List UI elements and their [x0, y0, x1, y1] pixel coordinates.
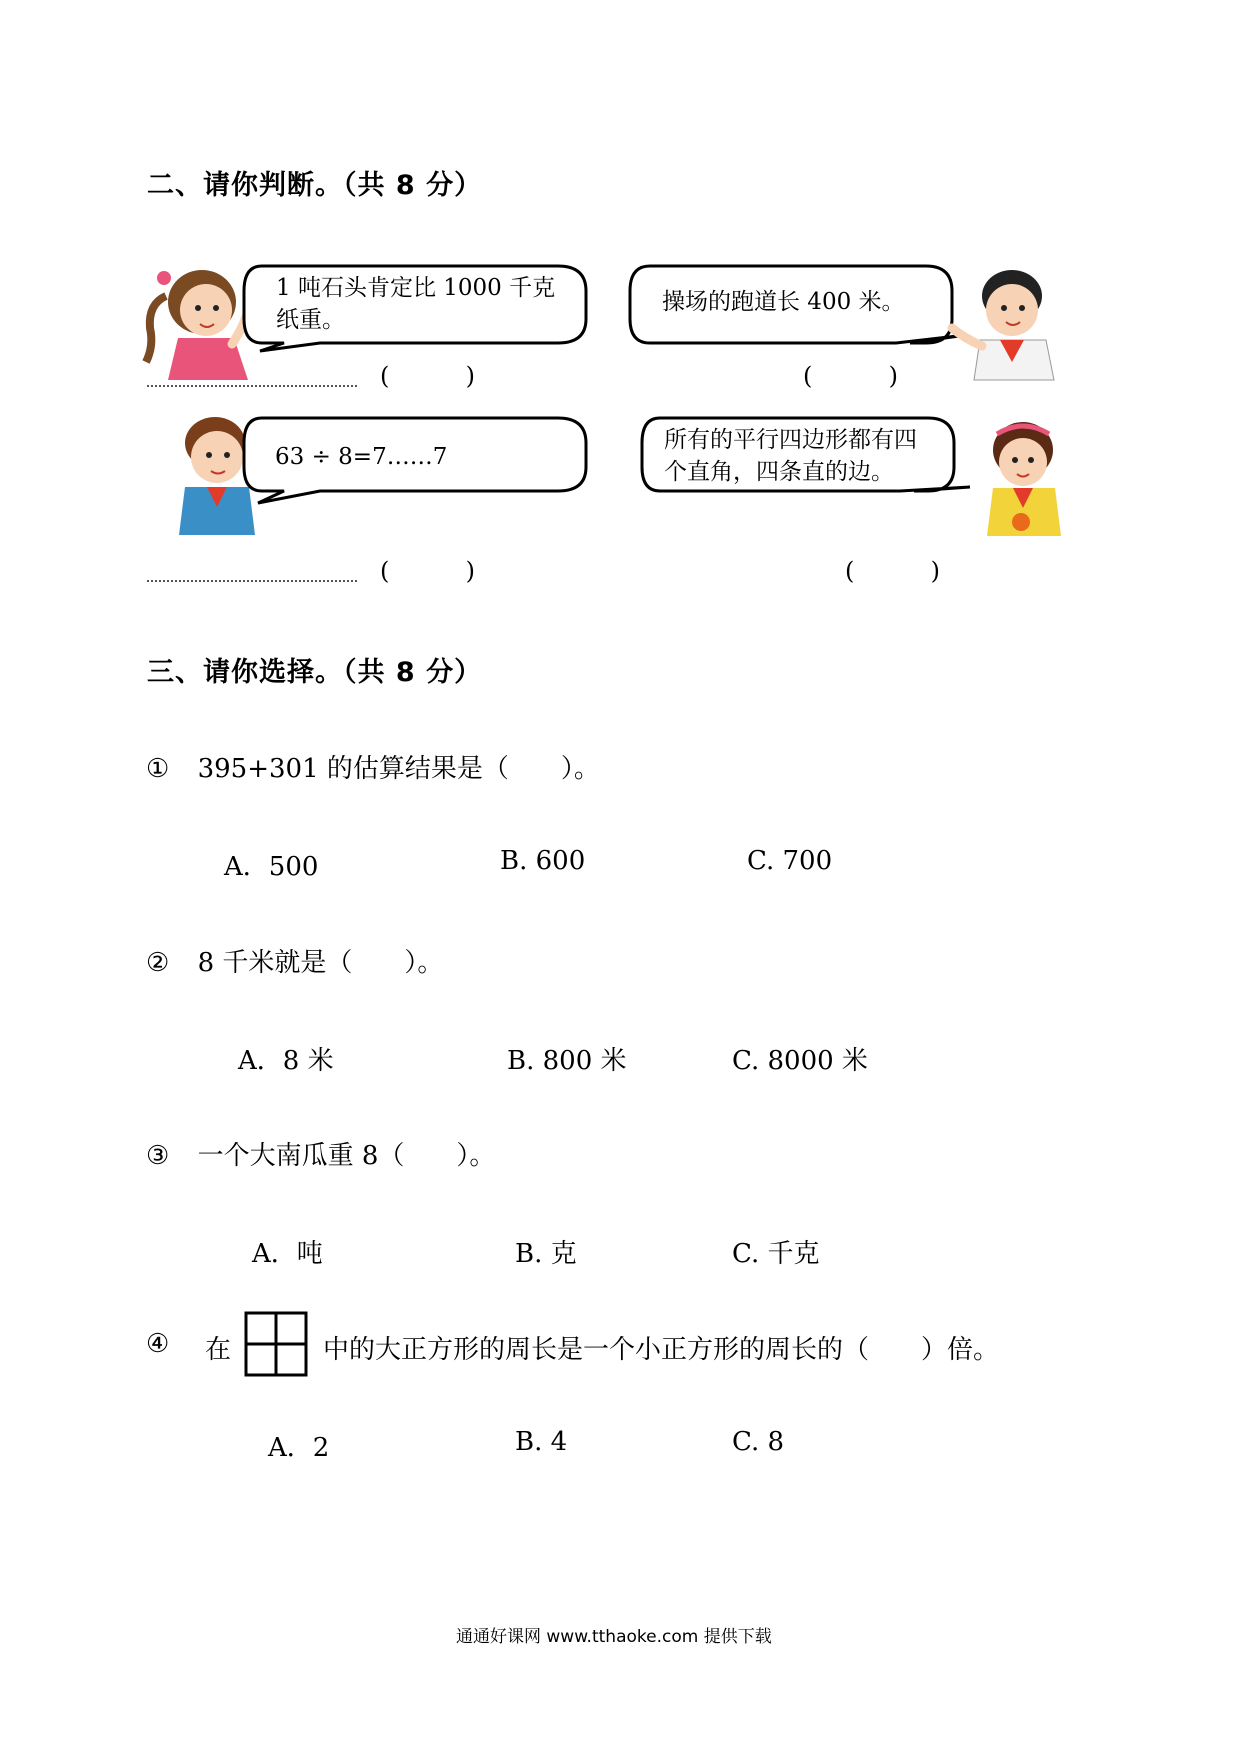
question-2-text: 8 千米就是（ ）。: [197, 948, 444, 978]
question-1-number: ①: [146, 754, 170, 784]
question-2-number: ②: [146, 948, 170, 978]
speech-bubble-4-text: [664, 424, 917, 488]
question-2: [146, 942, 443, 979]
q1-option-c[interactable]: C. 700: [747, 846, 833, 876]
q1-option-a[interactable]: A．500: [224, 852, 319, 882]
question-3-text: 一个大南瓜重 8（ ）。: [197, 1141, 496, 1171]
q4-option-a[interactable]: A．2: [268, 1433, 330, 1463]
footer-text: 通通好课网 www.tthaoke.com 提供下载: [456, 1627, 772, 1647]
bubble-4-line-2: 个直角，四条直的边。: [664, 459, 894, 485]
question-1-text: 395+301 的估算结果是（ ）。: [197, 754, 600, 784]
q3-option-c[interactable]: C. 千克: [732, 1239, 820, 1269]
q4-option-b[interactable]: B. 4: [515, 1427, 568, 1457]
four-squares-icon: [244, 1311, 308, 1377]
speech-bubble-1-text: [276, 272, 576, 336]
question-4-prefix: 在: [205, 1335, 232, 1365]
question-1: [146, 748, 600, 785]
answer-paren-2[interactable]: ( ): [803, 362, 899, 390]
boy-pointing-illustration: [950, 266, 1060, 380]
girl-yellow-shirt-illustration: [975, 418, 1065, 536]
dotted-line-1: [147, 385, 357, 387]
q2-option-c[interactable]: C. 8000 米: [732, 1046, 868, 1076]
question-3-number: ③: [146, 1141, 170, 1171]
q4-option-c[interactable]: C. 8: [732, 1427, 785, 1457]
question-4-text: 中的大正方形的周长是一个小正方形的周长的（ ）倍。: [323, 1335, 1000, 1365]
section2-title: 二、请你判断。（共 8 分）: [147, 170, 483, 201]
answer-paren-1[interactable]: ( ): [380, 362, 476, 390]
q2-option-a[interactable]: A．8 米: [238, 1046, 334, 1076]
speech-bubble-2-text: 操场的跑道长 400 米。: [662, 289, 905, 315]
bubble-1-line-2: 纸重。: [276, 307, 345, 333]
question-3: [146, 1135, 495, 1172]
answer-paren-4[interactable]: ( ): [845, 557, 941, 585]
q3-option-a[interactable]: A．吨: [252, 1239, 323, 1269]
bubble-1-line-1: 1 吨石头肯定比 1000 千克: [276, 275, 556, 301]
speech-bubble-3-text: 63 ÷ 8=7……7: [275, 444, 448, 470]
section3-title: 三、请你选择。（共 8 分）: [147, 657, 483, 688]
answer-paren-3[interactable]: ( ): [380, 557, 476, 585]
question-4-number: ④: [146, 1329, 170, 1359]
q3-option-b[interactable]: B. 克: [515, 1239, 577, 1269]
dotted-line-2: [147, 580, 357, 582]
q2-option-b[interactable]: B. 800 米: [507, 1046, 627, 1076]
bubble-4-line-1: 所有的平行四边形都有四: [664, 427, 917, 453]
q1-option-b[interactable]: B. 600: [500, 846, 586, 876]
